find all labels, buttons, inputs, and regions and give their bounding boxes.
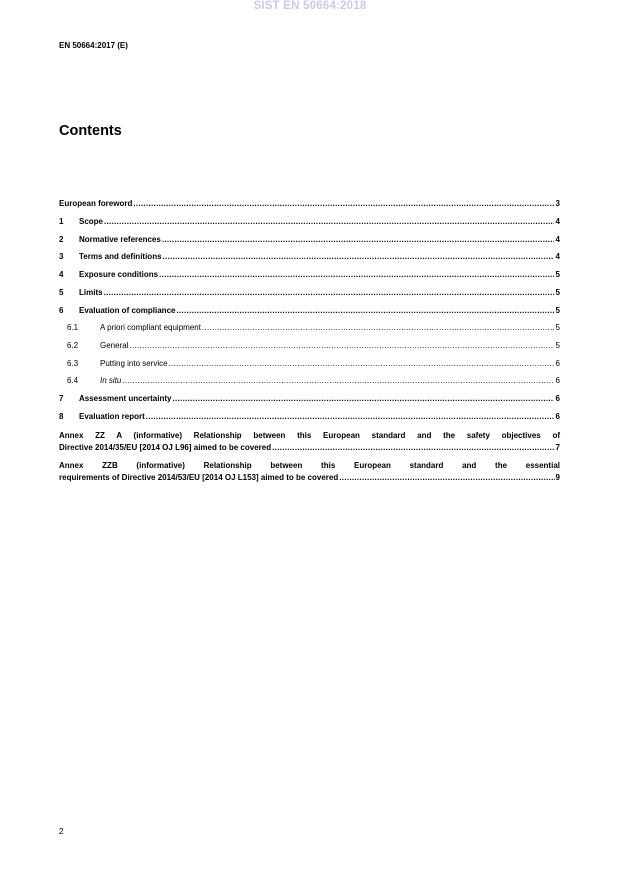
toc-entry-title: Assessment uncertainty: [79, 394, 172, 403]
toc-entry-page: 5: [555, 323, 560, 332]
toc-entry-limits[interactable]: [59, 288, 560, 300]
watermark: SIST EN 50664:2018: [253, 0, 367, 12]
dot-leader: [272, 442, 554, 454]
dot-leader: [133, 199, 553, 208]
toc-entry-terms-and-definitions[interactable]: [59, 252, 560, 264]
toc-entry-page: 5: [555, 306, 560, 315]
dot-leader: [163, 252, 554, 261]
toc-entry-putting-into-service[interactable]: [59, 359, 560, 371]
toc-entry-number: 6.4: [67, 376, 79, 385]
document-id: EN 50664:2017 (E): [59, 41, 128, 50]
toc-entry-title: Evaluation report: [79, 412, 145, 421]
toc-entry-number: 6: [59, 306, 64, 315]
dot-leader: [159, 270, 553, 279]
toc-entry-evaluation-report[interactable]: [59, 412, 560, 424]
dot-leader: [104, 288, 554, 297]
toc-entry-a-priori-compliant-equipment[interactable]: [59, 323, 560, 335]
toc-entry-title: Putting into service: [100, 359, 168, 368]
toc-entry-title: Scope: [79, 217, 104, 226]
dot-leader: [146, 412, 554, 421]
toc-entry-title: A priori compliant equipment: [100, 323, 201, 332]
toc-entry-number: 1: [59, 217, 64, 226]
annex-title-line1: Annex ZZB (informative) Relationship between this European standard and the essential: [59, 461, 560, 470]
annex-title-line2: Directive 2014/35/EU [2014 OJ L96] aimed to be covered: [59, 443, 272, 452]
page-number: 2: [59, 827, 64, 836]
toc-entry-title: Normative references: [79, 235, 161, 244]
toc-entry-number: 8: [59, 412, 64, 421]
toc-entry-number: 4: [59, 270, 64, 279]
toc-entry-page: 6: [555, 412, 560, 421]
dot-leader: [169, 359, 554, 368]
toc-entry-european-foreword[interactable]: [59, 199, 560, 211]
toc-entry-title: European foreword: [59, 199, 133, 208]
toc-entry-number: 6.2: [67, 341, 79, 350]
dot-leader: [339, 472, 554, 484]
toc-entry-in-situ[interactable]: [59, 376, 560, 388]
annex-title-line2-row: [59, 442, 560, 454]
dot-leader: [172, 394, 553, 403]
toc-entry-title: Exposure conditions: [79, 270, 159, 279]
toc-entry-number: 6.1: [67, 323, 79, 332]
toc-entry-annex-zza[interactable]: [59, 430, 560, 454]
toc-entry-page: 5: [555, 341, 560, 350]
toc-entry-title: In situ: [100, 376, 122, 385]
toc-entry-page: 3: [555, 199, 560, 208]
dot-leader: [176, 306, 553, 315]
toc-entry-exposure-conditions[interactable]: [59, 270, 560, 282]
toc-entry-page: 7: [555, 443, 560, 452]
toc-entry-page: 9: [555, 473, 560, 482]
dot-leader: [104, 217, 554, 226]
toc-entry-title: Terms and definitions: [79, 252, 162, 261]
toc-entry-normative-references[interactable]: [59, 235, 560, 247]
toc-entry-scope[interactable]: [59, 217, 560, 229]
toc-entry-page: 6: [555, 376, 560, 385]
toc-entry-title: General: [100, 341, 129, 350]
toc-entry-general[interactable]: [59, 341, 560, 353]
dot-leader: [202, 323, 554, 332]
dot-leader: [122, 376, 553, 385]
toc-entry-annex-zzb[interactable]: [59, 460, 560, 484]
toc-entry-page: 4: [555, 235, 560, 244]
toc-entry-number: 5: [59, 288, 64, 297]
toc-entry-title: Limits: [79, 288, 103, 297]
dot-leader: [129, 341, 553, 350]
toc-entry-title: Evaluation of compliance: [79, 306, 176, 315]
toc-entry-number: 6.3: [67, 359, 79, 368]
contents-heading: Contents: [59, 123, 122, 139]
toc-entry-assessment-uncertainty[interactable]: [59, 394, 560, 406]
toc-entry-page: 6: [555, 394, 560, 403]
toc-entry-number: 3: [59, 252, 64, 261]
toc-entry-number: 2: [59, 235, 64, 244]
toc-entry-page: 4: [555, 217, 560, 226]
annex-title-line2: requirements of Directive 2014/53/EU [2014 OJ L153] aimed to be covered: [59, 473, 339, 482]
dot-leader: [162, 235, 554, 244]
toc-entry-page: 4: [555, 252, 560, 261]
toc-entry-number: 7: [59, 394, 64, 403]
annex-title-line1: Annex ZZ A (informative) Relationship between this European standard and the safety objectives of: [59, 431, 560, 440]
toc-entry-evaluation-of-compliance[interactable]: [59, 306, 560, 318]
toc-entry-page: 6: [555, 359, 560, 368]
annex-title-line2-row: [59, 472, 560, 484]
toc-entry-page: 5: [555, 288, 560, 297]
toc-entry-page: 5: [555, 270, 560, 279]
